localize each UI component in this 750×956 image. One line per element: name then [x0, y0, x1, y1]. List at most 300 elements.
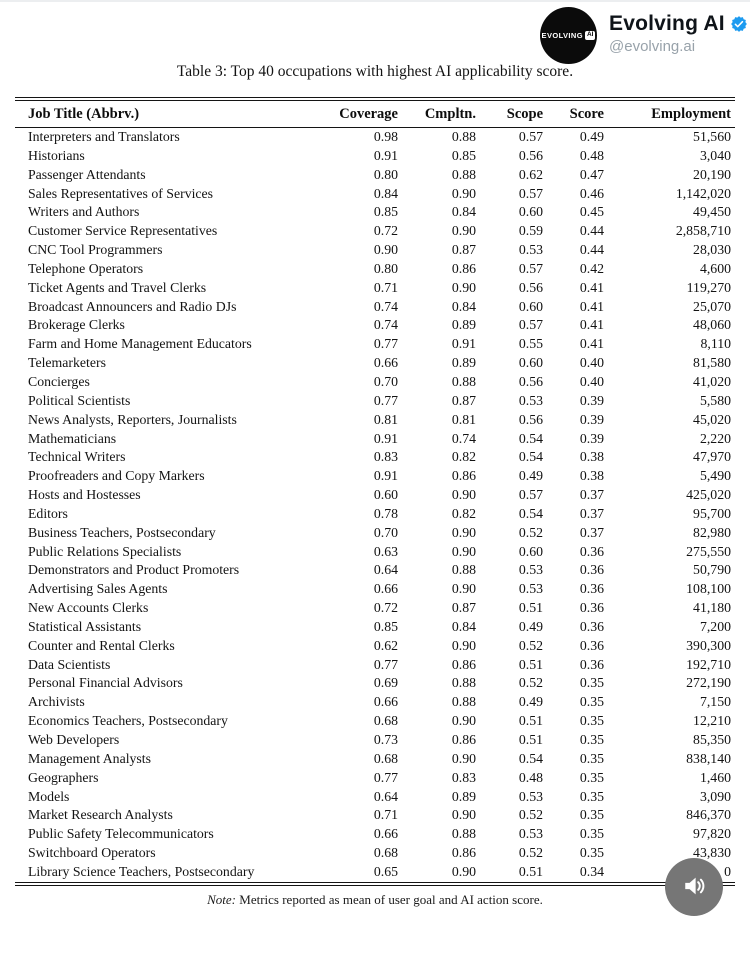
table-row [15, 543, 735, 562]
table-cell: 0.34 [579, 863, 604, 879]
table-row [15, 241, 735, 260]
table-cell: 0.35 [579, 845, 604, 861]
table-cell: 20,190 [693, 166, 731, 182]
table-cell: 0.44 [579, 223, 604, 239]
table-cell: Demonstrators and Product Promoters [28, 562, 240, 578]
table-cell: Public Relations Specialists [28, 543, 182, 559]
table-cell: Library Science Teachers, Postsecondary [28, 863, 255, 879]
table-cell: 0.35 [579, 750, 604, 766]
table-cell: 0.90 [451, 807, 476, 823]
table-cell: 0.51 [518, 863, 543, 879]
table-cell: 0.63 [373, 543, 398, 559]
table-cell: Archivists [28, 694, 85, 710]
brand-handle[interactable]: @evolving.ai [609, 38, 696, 55]
table-cell: 0.88 [451, 562, 476, 578]
table-cell: 119,270 [686, 279, 731, 295]
table-cell: 0.88 [451, 129, 476, 144]
table-cell: 275,550 [686, 543, 731, 559]
table-cell: 0.54 [518, 505, 543, 521]
table-cell: Switchboard Operators [28, 845, 156, 861]
table-row [15, 147, 735, 166]
table-row [15, 373, 735, 392]
table-cell: 0.35 [579, 694, 604, 710]
table-row [15, 599, 735, 618]
table-cell: 0.57 [518, 487, 543, 503]
table-cell: Broadcast Announcers and Radio DJs [28, 298, 237, 314]
table-cell: 0.91 [373, 430, 398, 446]
table-cell: 0.68 [373, 845, 398, 861]
table-cell: 1,142,020 [675, 185, 731, 201]
table-cell: 0.86 [451, 260, 476, 276]
table-cell: 0.90 [451, 543, 476, 559]
table-cell: 0.59 [518, 223, 543, 239]
column-header-employment: Employment [604, 101, 735, 128]
table-cell: 0.90 [451, 279, 476, 295]
table-cell: 51,560 [693, 129, 731, 144]
table-cell: 41,020 [693, 373, 731, 389]
table-cell: 0.90 [451, 524, 476, 540]
table-cell: 0.90 [451, 750, 476, 766]
table-cell: 0.44 [579, 242, 604, 258]
table-cell: Geographers [28, 769, 99, 785]
column-header-job-title: Job Title (Abbrv.) [15, 101, 316, 128]
table-row [15, 448, 735, 467]
table-cell: 0.60 [518, 543, 543, 559]
table-cell: 0.37 [579, 487, 604, 503]
table-cell: 0.88 [451, 373, 476, 389]
table-row [15, 392, 735, 411]
table-cell: Ticket Agents and Travel Clerks [28, 279, 207, 295]
table-cell: 0.57 [518, 260, 543, 276]
table-cell: 25,070 [693, 298, 731, 314]
table-cell: Sales Representatives of Services [28, 185, 214, 201]
table-row [15, 411, 735, 430]
brand-logo-word: EVOLVING [541, 31, 583, 40]
table-cell: Customer Service Representatives [28, 223, 218, 239]
table-cell: 0.85 [373, 204, 398, 220]
table-cell: 0.49 [579, 129, 604, 144]
table-cell: 7,200 [699, 618, 731, 634]
table-cell: 0.48 [579, 147, 604, 163]
table-cell: Public Safety Telecommunicators [28, 826, 214, 842]
table-cell: 0.35 [579, 769, 604, 785]
table-cell: 108,100 [686, 581, 731, 597]
table-caption: Table 3: Top 40 occupations with highest AI applicability score. [176, 63, 574, 80]
table-cell: 0.70 [373, 524, 398, 540]
table-cell: 0.51 [518, 600, 543, 616]
table-cell: 0.53 [518, 562, 543, 578]
table-cell: 0.91 [373, 147, 398, 163]
table-cell: 0.74 [373, 317, 398, 333]
table-cell: 0.77 [373, 392, 398, 408]
table-cell: 0.36 [579, 581, 604, 597]
table-cell: 28,030 [693, 242, 731, 258]
screenshot-top-border [0, 0, 750, 2]
table-cell: 0.82 [451, 505, 476, 521]
brand-header [540, 7, 748, 64]
table-cell: 0.56 [518, 411, 543, 427]
table-cell: 0.68 [373, 750, 398, 766]
table-cell: 0.90 [451, 223, 476, 239]
note-text: Metrics reported as mean of user goal and AI action score. [236, 891, 543, 907]
table-row [15, 354, 735, 373]
table-cell: 0.90 [451, 581, 476, 597]
table-cell: Statistical Assistants [28, 618, 142, 634]
audio-button[interactable] [665, 858, 723, 916]
table-cell: Advertising Sales Agents [28, 581, 168, 597]
table-cell: 0.60 [518, 204, 543, 220]
table-cell: 0.62 [373, 637, 398, 653]
table-cell: 3,090 [699, 788, 731, 804]
table-cell: Economics Teachers, Postsecondary [28, 713, 228, 729]
table-cell: 0.53 [518, 581, 543, 597]
table-cell: 0.90 [451, 185, 476, 201]
table-row [15, 806, 735, 825]
table-cell: 0.56 [518, 279, 543, 295]
table-cell: 5,490 [699, 468, 731, 484]
table-row [15, 618, 735, 637]
table-cell: 0.88 [451, 826, 476, 842]
table-row [15, 185, 735, 204]
table-cell: 0.51 [518, 656, 543, 672]
table-cell: 0.83 [373, 449, 398, 465]
table-row [15, 260, 735, 279]
table-cell: 0.60 [373, 487, 398, 503]
table-cell: 0.49 [518, 618, 543, 634]
table-cell: 0.60 [518, 298, 543, 314]
table-cell: 0.83 [451, 769, 476, 785]
table-cell: 0.37 [579, 505, 604, 521]
table-cell: 0.66 [373, 581, 398, 597]
table-row [15, 769, 735, 788]
table-cell: 0.73 [373, 732, 398, 747]
table-cell: Passenger Attendants [28, 166, 146, 182]
table-cell: 0.77 [373, 336, 398, 352]
table-cell: 0.57 [518, 185, 543, 201]
table-cell: Personal Financial Advisors [28, 675, 183, 691]
table-cell: 0.35 [579, 807, 604, 823]
table-cell: 0.36 [579, 656, 604, 672]
table-cell: Historians [28, 147, 85, 163]
table-cell: Counter and Rental Clerks [28, 637, 175, 653]
table-cell: 846,370 [686, 807, 731, 823]
table-row [15, 750, 735, 769]
table-cell: 8,110 [700, 336, 731, 352]
table-cell: 0.40 [579, 355, 604, 371]
table-cell: 0.78 [373, 505, 398, 521]
table-cell: 45,020 [693, 411, 731, 427]
column-header-completion: Cmpltn. [398, 101, 476, 128]
table-cell: 0.39 [579, 430, 604, 446]
table-cell: 0.85 [451, 147, 476, 163]
table-cell: 0.54 [518, 430, 543, 446]
table-cell: 0.90 [451, 487, 476, 503]
table-row [15, 298, 735, 317]
table-cell: 0.66 [373, 694, 398, 710]
table-cell: 0.84 [451, 298, 476, 314]
table-cell: 0.81 [451, 411, 476, 427]
table-cell: 0.57 [518, 129, 543, 144]
table-row [15, 467, 735, 486]
table-cell: 0.47 [579, 166, 604, 182]
table-cell: Proofreaders and Copy Markers [28, 468, 205, 484]
table-cell: 0.41 [579, 317, 604, 333]
table-cell: 0.77 [373, 656, 398, 672]
table-row [15, 693, 735, 712]
table-cell: 0.35 [579, 826, 604, 842]
table-cell: 1,460 [699, 769, 731, 785]
table-cell: 0.36 [579, 543, 604, 559]
table-cell: 0.39 [579, 411, 604, 427]
table-cell: 0.70 [373, 373, 398, 389]
table-cell: 0.87 [451, 392, 476, 408]
table-cell: 48,060 [693, 317, 731, 333]
table-cell: 0.41 [579, 279, 604, 295]
table-cell: 0.51 [518, 713, 543, 729]
table-cell: 0.71 [373, 807, 398, 823]
table-cell: 838,140 [686, 750, 731, 766]
table-cell: Telephone Operators [28, 260, 144, 276]
table-cell: Mathematicians [28, 430, 117, 446]
table-row [15, 222, 735, 241]
table-cell: 0.84 [373, 185, 398, 201]
table-cell: 0.74 [373, 298, 398, 314]
table-row [15, 524, 735, 543]
table-cell: 0.38 [579, 468, 604, 484]
table-cell: 0.82 [451, 449, 476, 465]
table-cell: 0.66 [373, 355, 398, 371]
table-cell: 0.54 [518, 449, 543, 465]
column-header-scope: Scope [476, 101, 543, 128]
table-cell: 0.86 [451, 656, 476, 672]
table-cell: 0.69 [373, 675, 398, 691]
table-cell: 0.60 [518, 355, 543, 371]
table-cell: 97,820 [693, 826, 731, 842]
table-cell: 0.52 [518, 524, 543, 540]
table-cell: 0.64 [373, 788, 398, 804]
table-cell: 0.53 [518, 826, 543, 842]
table-cell: 0.80 [373, 166, 398, 182]
brand-text [609, 7, 748, 55]
table-cell: 41,180 [693, 600, 731, 616]
table-cell: 272,190 [686, 675, 731, 691]
table-cell: 0.53 [518, 788, 543, 804]
table-cell: Interpreters and Translators [28, 129, 180, 144]
brand-name[interactable]: Evolving AI [609, 12, 725, 35]
speaker-icon [680, 872, 708, 903]
table-cell: 82,980 [693, 524, 731, 540]
table-cell: 0.56 [518, 147, 543, 163]
note-label: Note: [207, 891, 237, 907]
table-cell: 0.71 [373, 279, 398, 295]
table-row [15, 203, 735, 222]
table-cell: 0.64 [373, 562, 398, 578]
table-cell: 95,700 [693, 505, 731, 521]
table-cell: 2,858,710 [675, 223, 731, 239]
table-cell: 0.35 [579, 675, 604, 691]
table-cell: 0.98 [373, 129, 398, 144]
table-cell: 0.90 [451, 713, 476, 729]
brand-logo[interactable] [540, 7, 597, 64]
table-row [15, 505, 735, 524]
table-cell: 0.56 [518, 373, 543, 389]
table-cell: Web Developers [28, 732, 120, 747]
verified-badge-icon [730, 15, 748, 33]
table-cell: 0.36 [579, 618, 604, 634]
table-note [15, 892, 735, 908]
table-cell: 0.88 [451, 675, 476, 691]
table-cell: 0.48 [518, 769, 543, 785]
table-cell: 2,220 [699, 430, 731, 446]
table-cell: 0.90 [451, 863, 476, 879]
table-cell: 81,580 [693, 355, 731, 371]
table-cell: 0.89 [451, 317, 476, 333]
table-row [15, 486, 735, 505]
table-cell: 85,350 [693, 732, 731, 747]
table-cell: 0.53 [518, 392, 543, 408]
table-cell: 4,600 [699, 260, 731, 276]
table-cell: 0.45 [579, 204, 604, 220]
table-cell: 0.35 [579, 732, 604, 747]
table-cell: 7,150 [699, 694, 731, 710]
table-cell: 50,790 [693, 562, 731, 578]
table-cell: 3,040 [699, 147, 731, 163]
table-body [15, 128, 735, 882]
table-cell: Writers and Authors [28, 204, 140, 220]
table-row [15, 166, 735, 185]
table-cell: Farm and Home Management Educators [28, 336, 252, 352]
table-cell: 0.89 [451, 355, 476, 371]
table-cell: 0.86 [451, 468, 476, 484]
table-cell: 0.49 [518, 694, 543, 710]
table-row [15, 825, 735, 844]
table-cell: New Accounts Clerks [28, 600, 149, 616]
table-cell: 425,020 [686, 487, 731, 503]
table-row [15, 712, 735, 731]
table-cell: Technical Writers [28, 449, 126, 465]
table-cell: 192,710 [686, 656, 731, 672]
table-cell: Management Analysts [28, 750, 151, 766]
occupations-table [15, 101, 735, 882]
table-row [15, 788, 735, 807]
table-cell: 0.52 [518, 637, 543, 653]
table-cell: 0.36 [579, 562, 604, 578]
table-cell: 390,300 [686, 637, 731, 653]
table-cell: 47,970 [693, 449, 731, 465]
table-cell: Political Scientists [28, 392, 131, 408]
table-cell: 0.90 [451, 637, 476, 653]
table-cell: 0.84 [451, 204, 476, 220]
table-cell: Models [28, 788, 70, 804]
table-cell: 0.88 [451, 694, 476, 710]
table-cell: Editors [28, 505, 68, 521]
table-cell: 0.35 [579, 713, 604, 729]
table-header-row [15, 101, 735, 128]
table-cell: 0.37 [579, 524, 604, 540]
table-cell: Hosts and Hostesses [28, 487, 141, 503]
table-cell: 0.53 [518, 242, 543, 258]
brand-logo-ai-badge: AI [586, 31, 594, 39]
table-cell: 0.49 [518, 468, 543, 484]
table-cell: 0.89 [451, 788, 476, 804]
table-cell: Data Scientists [28, 656, 111, 672]
table-cell: Concierges [28, 373, 90, 389]
table-cell: 0.52 [518, 807, 543, 823]
table-cell: 0.85 [373, 618, 398, 634]
table-cell: 0.62 [518, 166, 543, 182]
table-row [15, 844, 735, 863]
table-cell: 0.54 [518, 750, 543, 766]
table-cell: 0.86 [451, 845, 476, 861]
table-cell: 0.77 [373, 769, 398, 785]
table-row [15, 128, 735, 147]
table-cell: 0.40 [579, 373, 604, 389]
table-cell: Business Teachers, Postsecondary [28, 524, 216, 540]
table-cell: 0.84 [451, 618, 476, 634]
table-row [15, 731, 735, 750]
table-cell: 0.38 [579, 449, 604, 465]
table-cell: 0.65 [373, 863, 398, 879]
table-cell: 0.72 [373, 600, 398, 616]
table-cell: 0.46 [579, 185, 604, 201]
table-cell: 0.87 [451, 600, 476, 616]
table-row [15, 561, 735, 580]
table-row [15, 316, 735, 335]
table-cell: Market Research Analysts [28, 807, 173, 823]
table-cell: 0.91 [451, 336, 476, 352]
column-header-coverage: Coverage [316, 101, 398, 128]
table-cell: 0.42 [579, 260, 604, 276]
column-header-score: Score [543, 101, 604, 128]
table-row [15, 279, 735, 298]
table-cell: 0.51 [518, 732, 543, 747]
table-cell: 0.57 [518, 317, 543, 333]
table-cell: 0.88 [451, 166, 476, 182]
table-cell: 0.86 [451, 732, 476, 747]
table-cell: 0.35 [579, 788, 604, 804]
table-cell: 0.90 [373, 242, 398, 258]
table-cell: 0.39 [579, 392, 604, 408]
table-cell: 5,580 [699, 392, 731, 408]
table-row [15, 637, 735, 656]
table-row [15, 430, 735, 449]
table-cell: News Analysts, Reporters, Journalists [28, 411, 237, 427]
table-cell: 0.80 [373, 260, 398, 276]
table-cell: 0.52 [518, 845, 543, 861]
table-row [15, 674, 735, 693]
table-cell: 0.74 [451, 430, 476, 446]
table-cell: Telemarketers [28, 355, 106, 371]
table-row [15, 580, 735, 599]
table-cell: 0.41 [579, 336, 604, 352]
table-cell: 0.81 [373, 411, 398, 427]
table-cell: 0.36 [579, 600, 604, 616]
occupations-table-container [15, 97, 735, 908]
table-cell: Brokerage Clerks [28, 317, 125, 333]
table-cell: 0.41 [579, 298, 604, 314]
table-cell: 0 [724, 863, 731, 879]
table-row [15, 656, 735, 675]
table-cell: 0.36 [579, 637, 604, 653]
table-cell: 0.87 [451, 242, 476, 258]
table-cell: 43,830 [693, 845, 731, 861]
table-cell: 0.52 [518, 675, 543, 691]
table-cell: 0.68 [373, 713, 398, 729]
table-row [15, 335, 735, 354]
table-bottom-rule [15, 882, 735, 886]
table-cell: 49,450 [693, 204, 731, 220]
table-cell: 0.91 [373, 468, 398, 484]
